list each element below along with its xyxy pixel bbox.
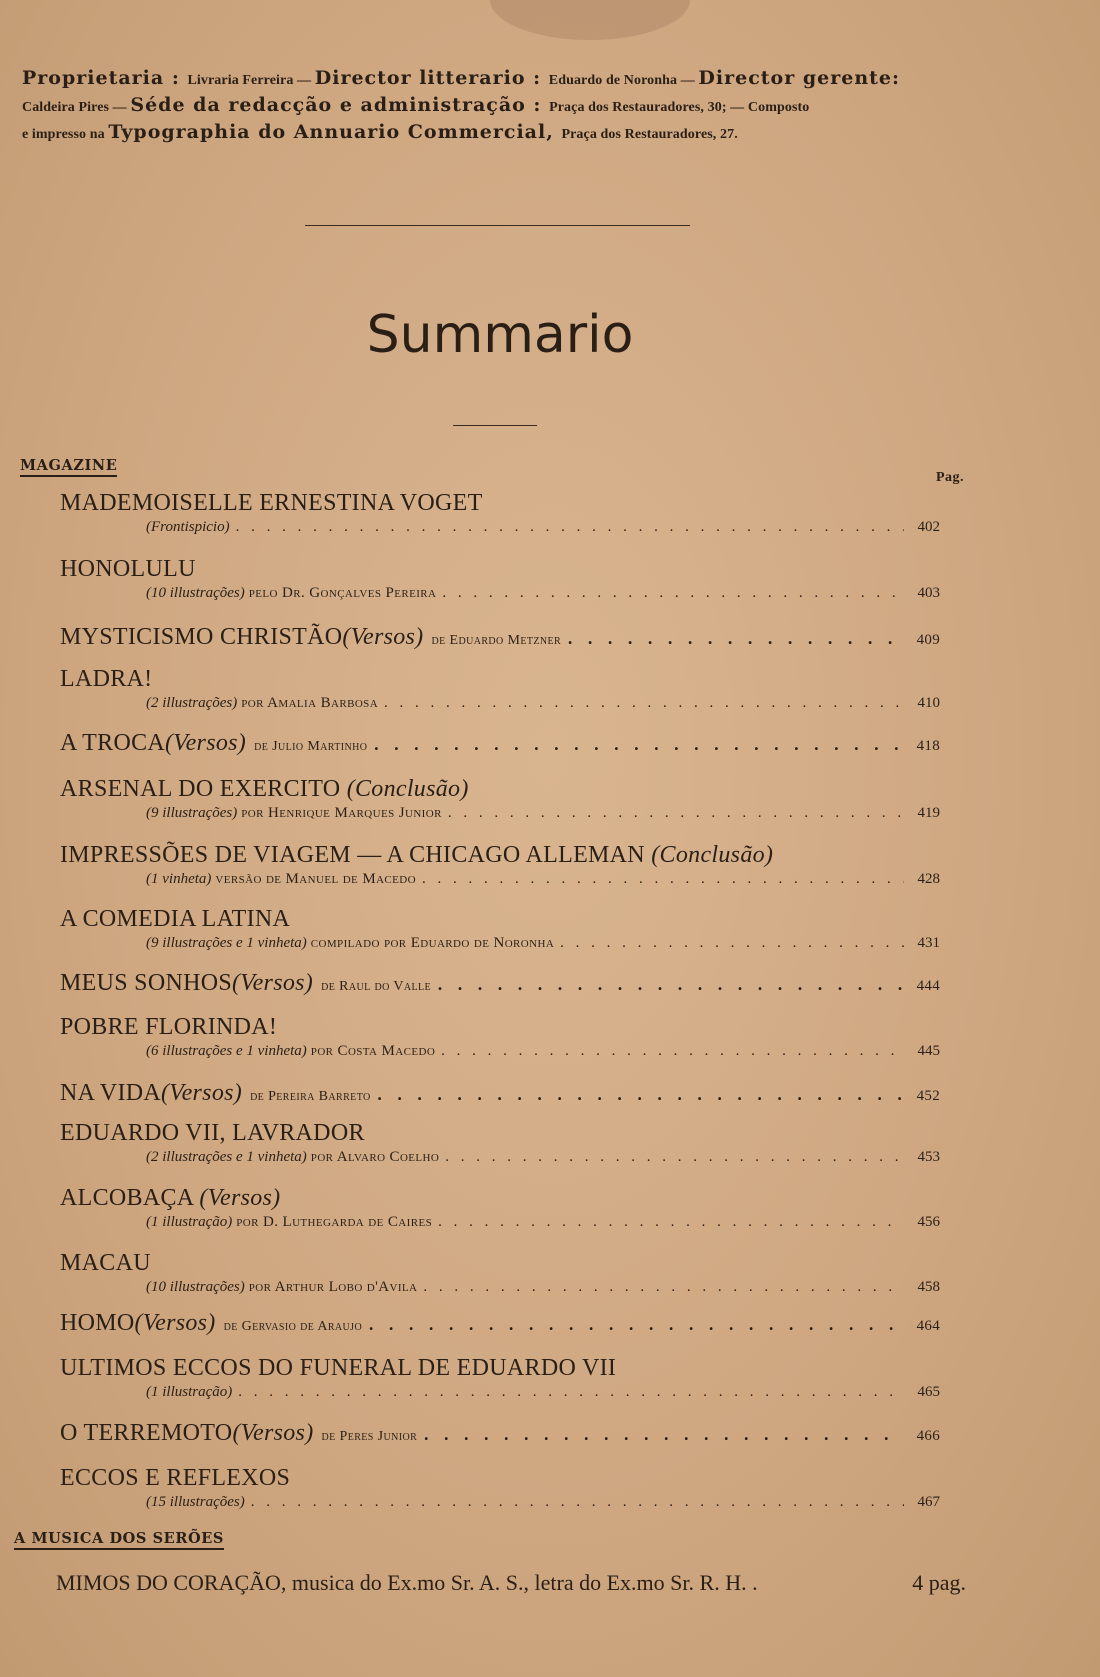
entry-credit: por Henrique Marques Junior <box>241 805 442 821</box>
leader-dots <box>441 1043 904 1060</box>
leader-dots <box>442 585 904 602</box>
entry-detail: (2 illustrações) <box>146 695 238 711</box>
section-magazine: MAGAZINE <box>20 457 117 477</box>
entry-tag: (Versos) <box>342 624 424 650</box>
entry-title-line <box>60 730 940 757</box>
title-divider <box>453 425 537 426</box>
entry-title-line <box>60 1080 940 1107</box>
entry-credit: pelo Dr. Gonçalves Pereira <box>248 585 437 601</box>
entry-title-line <box>60 1185 940 1212</box>
entry-credit: por Costa Macedo <box>310 1043 436 1059</box>
entry-detail-line <box>60 695 940 712</box>
leader-dots <box>251 1494 904 1511</box>
contents-entry <box>60 1310 940 1337</box>
entry-detail: (1 illustração) <box>146 1214 233 1230</box>
entry-title: LADRA! <box>60 666 153 692</box>
entry-title-line <box>60 842 940 869</box>
imprint-typographia: Typographia do Annuario Commercial, <box>108 121 562 143</box>
entry-credit: por Arthur Lobo d'Avila <box>248 1279 418 1295</box>
entry-title: A TROCA <box>60 730 166 756</box>
imprint-line-2 <box>22 93 1082 120</box>
imprint-sede-address: Praça dos Restauradores, 30; — Composto <box>549 100 810 115</box>
imprint-director-name: Eduardo de Noronha — <box>548 73 699 88</box>
leader-dots <box>423 1420 904 1447</box>
entry-detail: (10 illustrações) <box>146 585 245 601</box>
entry-title: POBRE FLORINDA! <box>60 1014 278 1040</box>
entry-page-number: 453 <box>917 1149 940 1165</box>
entry-title: ALCOBAÇA <box>60 1185 194 1211</box>
entry-page-number: 402 <box>917 519 940 535</box>
entry-detail: (1 illustração) <box>146 1384 233 1400</box>
entry-title-line <box>60 970 940 997</box>
entry-detail-line <box>60 871 940 888</box>
contents-entry <box>60 776 940 822</box>
musica-entry-pages: 4 pag. <box>912 1570 966 1595</box>
entry-title: MADEMOISELLE ERNESTINA VOGET <box>60 490 483 516</box>
entry-title: O TERREMOTO <box>60 1420 233 1446</box>
entry-tag: (Versos) <box>199 1185 281 1211</box>
imprint-gerente-name: Caldeira Pires — <box>22 100 131 115</box>
entry-title: HOMO <box>60 1310 135 1336</box>
entry-title-line <box>60 666 940 693</box>
entry-page-number: 458 <box>917 1279 940 1295</box>
imprint-director-litterario: Director litterario : <box>314 67 549 89</box>
entry-detail-line <box>60 1384 940 1401</box>
entry-page-number: 428 <box>917 871 940 887</box>
entry-tag: (Versos) <box>161 1080 243 1106</box>
entry-tag: (Versos) <box>165 730 247 756</box>
entry-tag: (Versos) <box>232 970 314 996</box>
entry-title: HONOLULU <box>60 556 196 582</box>
entry-credit: de Julio Martinho <box>254 739 368 754</box>
entry-title: A COMEDIA LATINA <box>60 906 291 932</box>
contents-entry <box>60 1465 940 1511</box>
entry-page-number: 456 <box>917 1214 940 1230</box>
entry-page-number: 464 <box>916 1318 940 1334</box>
leader-dots <box>236 519 904 536</box>
entry-title-line <box>60 1310 940 1337</box>
leader-dots <box>377 1080 904 1107</box>
imprint-sede: Séde da redacção e administração : <box>130 94 550 116</box>
entry-credit: versão de Manuel de Macedo <box>215 871 416 887</box>
leader-dots <box>437 970 904 997</box>
entry-detail-line <box>60 805 940 822</box>
entry-detail: (9 illustrações) <box>146 805 238 821</box>
contents-entry <box>60 730 940 757</box>
entry-page-number: 410 <box>917 695 940 711</box>
entry-page-number: 465 <box>917 1384 940 1400</box>
entry-title: IMPRESSÕES DE VIAGEM — A CHICAGO ALLEMAN <box>60 842 645 868</box>
entry-detail-line <box>60 1214 940 1231</box>
imprint-line-3 <box>22 120 1082 147</box>
entry-detail-line <box>60 519 940 536</box>
entry-title: ECCOS E REFLEXOS <box>60 1465 291 1491</box>
entry-detail-line <box>60 585 940 602</box>
entry-detail: (1 vinheta) <box>146 871 212 887</box>
leader-dots <box>438 1214 904 1231</box>
entry-page-number: 409 <box>916 632 940 648</box>
leader-dots <box>567 624 904 651</box>
entry-detail-line <box>60 1149 940 1166</box>
entry-detail: (10 illustrações) <box>146 1279 245 1295</box>
entry-title-line <box>60 1465 940 1492</box>
entry-detail: (9 illustrações e 1 vinheta) <box>146 935 307 951</box>
leader-dots <box>445 1149 904 1166</box>
entry-detail-line <box>60 935 940 952</box>
leader-dots <box>373 730 904 757</box>
entry-title-line <box>60 556 940 583</box>
leader-dots <box>368 1310 904 1337</box>
entry-credit: de Peres Junior <box>321 1429 418 1444</box>
entry-detail-line <box>60 1279 940 1296</box>
entry-credit: de Eduardo Metzner <box>431 633 562 648</box>
entry-title: EDUARDO VII, LAVRADOR <box>60 1120 365 1146</box>
entry-title-line <box>60 906 940 933</box>
leader-dots <box>422 871 904 888</box>
contents-entry <box>60 1120 940 1166</box>
entry-page-number: 452 <box>916 1088 940 1104</box>
entry-detail: (6 illustrações e 1 vinheta) <box>146 1043 307 1059</box>
entry-credit: por Alvaro Coelho <box>310 1149 440 1165</box>
contents-entry <box>60 556 940 602</box>
entry-title-line <box>60 1250 940 1277</box>
entry-page-number: 467 <box>917 1494 940 1510</box>
contents-entry <box>60 1014 940 1060</box>
contents-entry <box>60 1250 940 1296</box>
contents-entry <box>60 1420 940 1447</box>
entry-title-line <box>60 1420 940 1447</box>
imprint-livraria: Livraria Ferreira — <box>187 73 315 88</box>
entry-detail: (15 illustrações) <box>146 1494 245 1510</box>
entry-credit: por D. Luthegarda de Caires <box>236 1214 433 1230</box>
entry-title: ULTIMOS ECCOS DO FUNERAL DE EDUARDO VII <box>60 1355 617 1381</box>
entry-detail-line <box>60 1043 940 1060</box>
imprint-impresso: e impresso na <box>22 127 109 142</box>
entry-title-line <box>60 776 940 803</box>
entry-tag: (Versos) <box>232 1420 314 1446</box>
musica-entry <box>56 1570 966 1596</box>
entry-page-number: 466 <box>916 1428 940 1444</box>
entry-title-line <box>60 624 940 651</box>
musica-entry-text: MIMOS DO CORAÇÃO, musica do Ex.mo Sr. A. S., letra do Ex.mo Sr. R. H. . <box>56 1570 758 1595</box>
entry-page-number: 418 <box>916 738 940 754</box>
entry-title: MACAU <box>60 1250 151 1276</box>
entry-credit: compilado por Eduardo de Noronha <box>310 935 555 951</box>
imprint-director-gerente: Director gerente: <box>698 67 901 89</box>
imprint-proprietaria: Proprietaria : <box>22 67 188 89</box>
contents-entry <box>60 666 940 712</box>
contents-entry <box>60 1080 940 1107</box>
entry-title: NA VIDA <box>60 1080 161 1106</box>
entry-page-number: 444 <box>916 978 940 994</box>
imprint-typographia-address: Praça dos Restauradores, 27. <box>561 127 738 142</box>
contents-entry <box>60 490 940 536</box>
entry-title-line <box>60 490 940 517</box>
entry-credit: por Amalia Barbosa <box>241 695 379 711</box>
entry-detail-line <box>60 1494 940 1511</box>
imprint-line-1 <box>22 66 1082 93</box>
entry-detail: (2 illustrações e 1 vinheta) <box>146 1149 307 1165</box>
entry-credit: de Raul do Valle <box>321 979 432 994</box>
entry-credit: de Gervasio de Araujo <box>223 1319 363 1334</box>
entry-page-number: 431 <box>917 935 940 951</box>
contents-entry <box>60 842 940 888</box>
entry-title-line <box>60 1355 940 1382</box>
contents-entry <box>60 970 940 997</box>
entry-page-number: 445 <box>917 1043 940 1059</box>
contents-entry <box>60 1355 940 1401</box>
leader-dots <box>423 1279 904 1296</box>
contents-entry <box>60 624 940 651</box>
entry-tag: (Conclusão) <box>346 776 469 802</box>
leader-dots <box>384 695 904 712</box>
entry-page-number: 419 <box>917 805 940 821</box>
entry-title-line <box>60 1120 940 1147</box>
entry-title: ARSENAL DO EXERCITO <box>60 776 341 802</box>
entry-title: MEUS SONHOS <box>60 970 233 996</box>
entry-page-number: 403 <box>917 585 940 601</box>
paper-stain <box>490 0 690 40</box>
page-column-header: Pag. <box>936 470 965 485</box>
leader-dots <box>560 935 904 952</box>
section-musica: A MUSICA DOS SERÕES <box>14 1530 224 1550</box>
entry-tag: (Conclusão) <box>651 842 774 868</box>
contents-entry <box>60 906 940 952</box>
entry-title-line <box>60 1014 940 1041</box>
entry-tag: (Versos) <box>134 1310 216 1336</box>
top-divider <box>305 225 690 226</box>
entry-credit: de Pereira Barreto <box>250 1089 371 1104</box>
contents-entry <box>60 1185 940 1231</box>
entry-detail: (Frontispicio) <box>146 519 230 535</box>
leader-dots <box>238 1384 904 1401</box>
entry-title: MYSTICISMO CHRISTÃO <box>60 624 343 650</box>
leader-dots <box>448 805 904 822</box>
imprint-block <box>22 66 1082 147</box>
page-title: Summario <box>366 305 634 365</box>
